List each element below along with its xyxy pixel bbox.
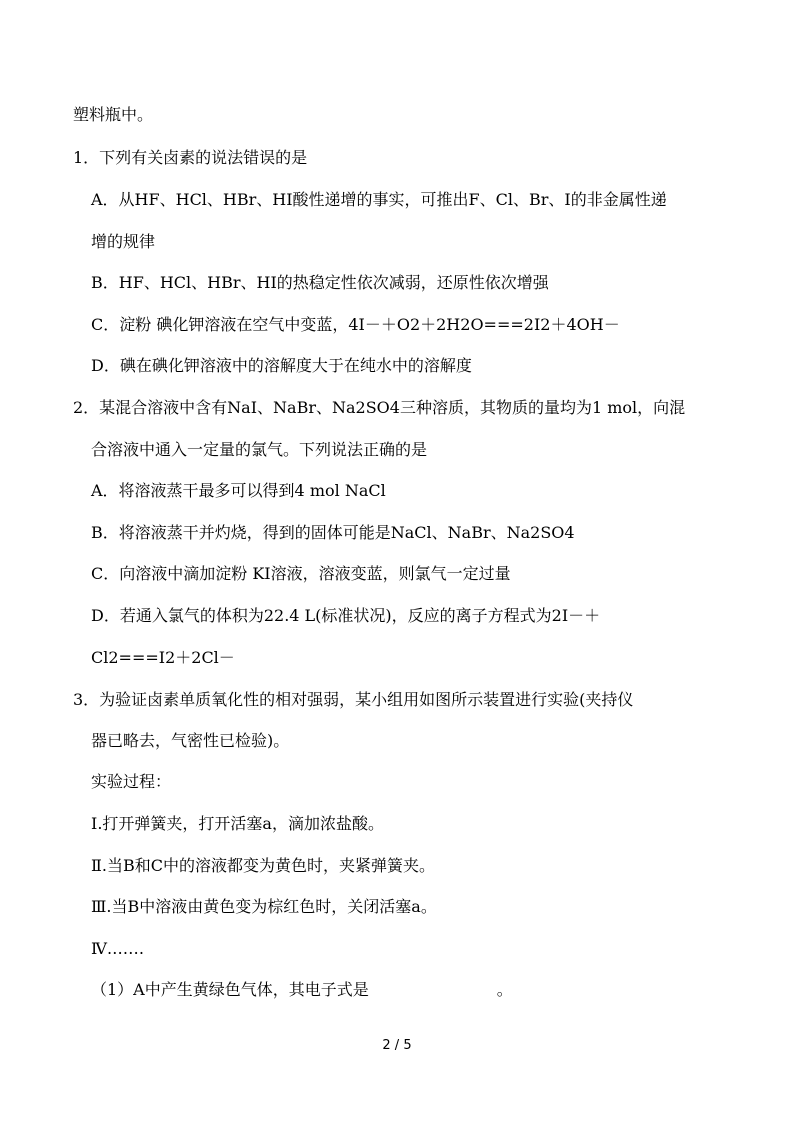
page-number: 2 / 5	[382, 1038, 412, 1053]
experiment-step-4: Ⅳ.……	[91, 939, 145, 958]
question-2-option-a: A．将溶液蒸干最多可以得到4 mol NaCl	[91, 481, 386, 500]
question-3-stem: 3．为验证卤素单质氧化性的相对强弱，某小组用如图所示装置进行实验(夹持仪	[73, 690, 634, 709]
experiment-step-1: Ⅰ.打开弹簧夹，打开活塞a，滴加浓盐酸。	[91, 814, 384, 833]
question-1-option-d: D．碘在碘化钾溶液中的溶解度大于在纯水中的溶解度	[91, 356, 472, 375]
question-2-option-b: B．将溶液蒸干并灼烧，得到的固体可能是NaCl、NaBr、Na2SO4	[91, 523, 575, 542]
question-3-stem-cont: 器已略去，气密性已检验)。	[91, 731, 290, 750]
question-3-part-1-prompt: （1）A中产生黄绿色气体，其电子式是	[91, 980, 369, 999]
question-1-option-b: B．HF、HCl、HBr、HI的热稳定性依次减弱，还原性依次增强	[91, 273, 549, 292]
question-1-option-c: C．淀粉 碘化钾溶液在空气中变蓝，4I－＋O2＋2H2O===2I2＋4OH－	[91, 315, 620, 334]
text-line-continuation: 塑料瓶中。	[73, 105, 154, 124]
question-1-option-a: A．从HF、HCl、HBr、HI酸性递增的事实，可推出F、Cl、Br、I的非金属性递	[91, 190, 667, 209]
experiment-step-3: Ⅲ.当B中溶液由黄色变为棕红色时，关闭活塞a。	[91, 897, 437, 916]
question-1-option-a-cont: 增的规律	[91, 232, 156, 251]
question-2-stem-cont: 合溶液中通入一定量的氯气。下列说法正确的是	[91, 440, 428, 459]
question-3-part-1	[91, 979, 513, 1001]
experiment-process-heading: 实验过程：	[91, 772, 172, 791]
question-1-stem: 1．下列有关卤素的说法错误的是	[73, 148, 308, 167]
question-2-option-c: C．向溶液中滴加淀粉 KI溶液，溶液变蓝，则氯气一定过量	[91, 564, 511, 583]
question-2-option-d-cont: Cl2===I2＋2Cl－	[91, 648, 235, 667]
question-2-stem: 2．某混合溶液中含有NaI、NaBr、Na2SO4三种溶质，其物质的量均为1 mol，向混	[73, 398, 686, 417]
experiment-step-2: Ⅱ.当B和C中的溶液都变为黄色时，夹紧弹簧夹。	[91, 856, 435, 875]
question-3-part-1-end: 。	[496, 980, 513, 999]
question-2-option-d: D．若通入氯气的体积为22.4 L(标准状况)，反应的离子方程式为2I－＋	[91, 606, 601, 625]
